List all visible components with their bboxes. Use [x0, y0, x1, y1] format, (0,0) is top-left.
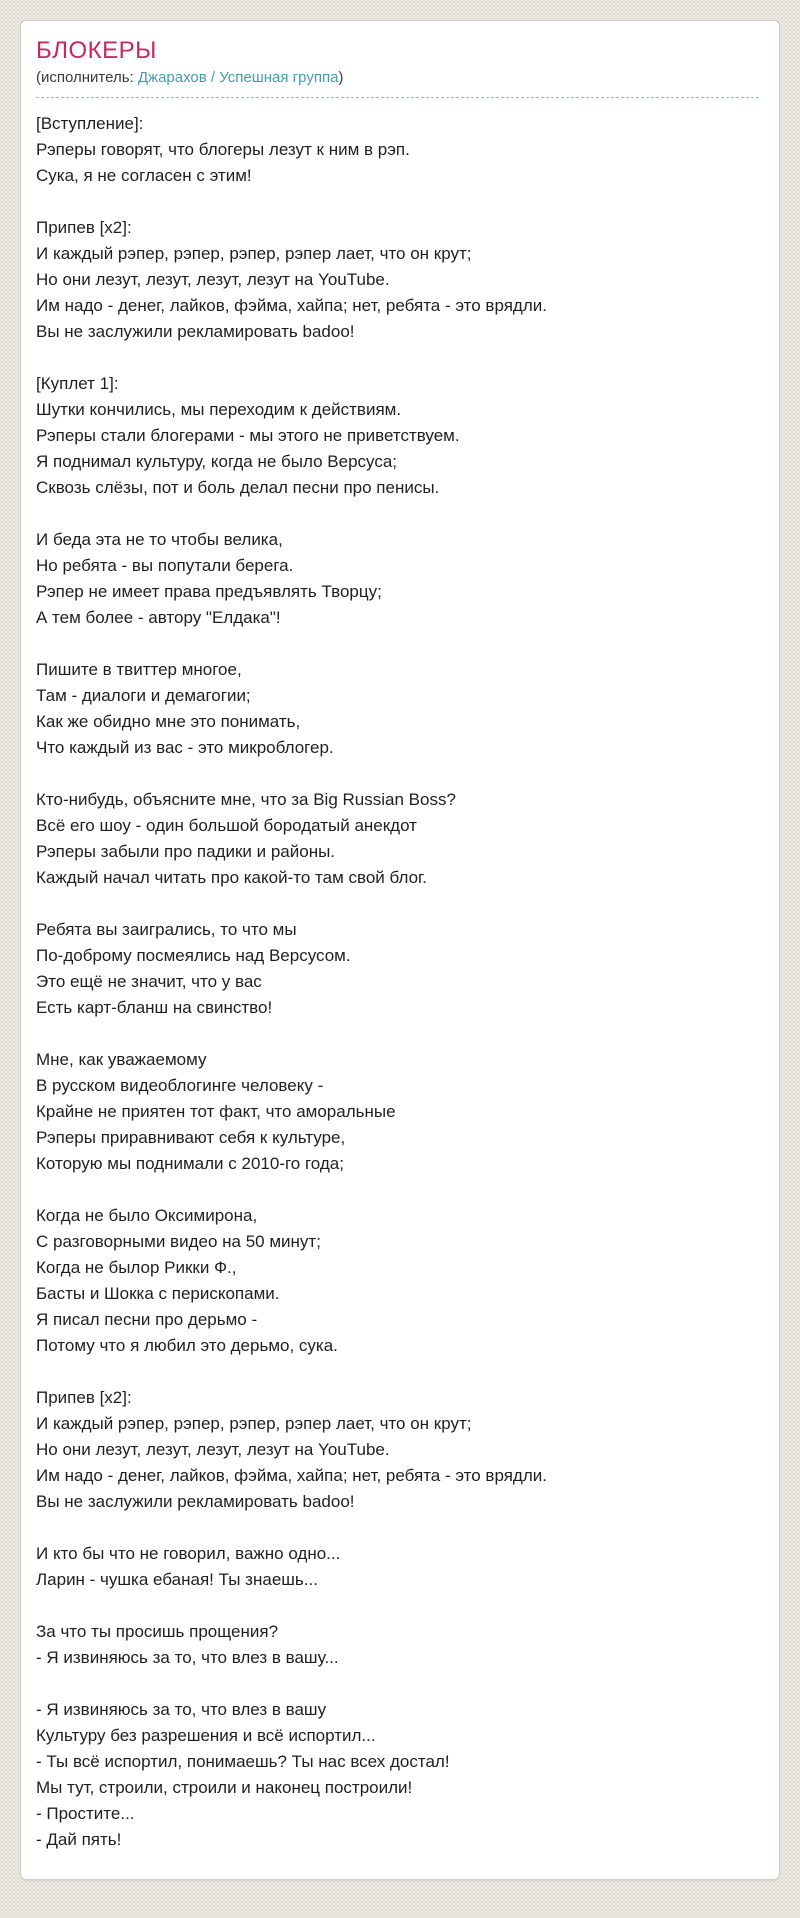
lyric-line: По-доброму посмеялись над Версусом. — [36, 946, 351, 965]
lyric-line: Это ещё не значит, что у вас — [36, 972, 262, 991]
lyric-line: Крайне не приятен тот факт, что аморальные — [36, 1102, 396, 1121]
lyric-line: - Я извиняюсь за то, что влез в вашу... — [36, 1648, 339, 1667]
lyric-line: Рэперы приравнивают себя к культуре, — [36, 1128, 346, 1147]
lyric-stanza — [36, 787, 759, 891]
lyric-line: За что ты просишь прощения? — [36, 1622, 279, 1641]
lyric-line: Но ребята - вы попутали берега. — [36, 556, 294, 575]
lyric-stanza — [36, 657, 759, 761]
lyric-line: Им надо - денег, лайков, фэйма, хайпа; нет, ребята - это врядли. — [36, 1466, 547, 1485]
lyric-line: И кто бы что не говорил, важно одно... — [36, 1544, 341, 1563]
lyric-stanza — [36, 215, 759, 345]
lyric-line: Мы тут, строили, строили и наконец построили! — [36, 1778, 413, 1797]
lyric-line: Им надо - денег, лайков, фэйма, хайпа; нет, ребята - это врядли. — [36, 296, 547, 315]
lyric-stanza — [36, 1697, 759, 1853]
lyric-line: Рэперы забыли про падики и районы. — [36, 842, 336, 861]
lyric-line: Шутки кончились, мы переходим к действиям. — [36, 400, 402, 419]
lyric-line: Что каждый из вас - это микроблогер. — [36, 738, 334, 757]
artist-label-suffix: ) — [338, 69, 344, 86]
lyric-line: Каждый начал читать про какой-то там свой блог. — [36, 868, 427, 887]
lyric-line: Потому что я любил это дерьмо, сука. — [36, 1336, 338, 1355]
lyric-line: - Дай пять! — [36, 1830, 122, 1849]
lyric-line: Вы не заслужили рекламировать badoo! — [36, 1492, 355, 1511]
lyric-line: И беда эта не то чтобы велика, — [36, 530, 283, 549]
lyric-stanza — [36, 1203, 759, 1359]
lyric-stanza — [36, 917, 759, 1021]
lyric-line: Я поднимал культуру, когда не было Версуса; — [36, 452, 398, 471]
lyric-line: Сука, я не согласен с этим! — [36, 166, 252, 185]
lyric-line: Рэпер не имеет права предъявлять Творцу; — [36, 582, 382, 601]
lyric-line: - Я извиняюсь за то, что влез в вашу — [36, 1700, 327, 1719]
artist-line — [36, 68, 759, 98]
lyric-line: [Вступление]: — [36, 114, 144, 133]
lyric-line: Пишите в твиттер многое, — [36, 660, 242, 679]
page-background — [0, 20, 800, 1918]
lyric-line: - Простите... — [36, 1804, 135, 1823]
lyric-line: - Ты всё испортил, понимаешь? Ты нас всех достал! — [36, 1752, 450, 1771]
lyric-line: Но они лезут, лезут, лезут, лезут на YouTube. — [36, 1440, 390, 1459]
lyric-line: С разговорными видео на 50 минут; — [36, 1232, 321, 1251]
artist-label-prefix: (исполнитель: — [36, 69, 138, 86]
lyric-line: Сквозь слёзы, пот и боль делал песни про пенисы. — [36, 478, 440, 497]
lyric-line: Которую мы поднимали с 2010-го года; — [36, 1154, 344, 1173]
lyric-stanza — [36, 1385, 759, 1515]
artist-link[interactable]: Джарахов / Успешная группа — [137, 69, 339, 86]
lyric-stanza — [36, 527, 759, 631]
lyric-line: А тем более - автору "Елдака"! — [36, 608, 281, 627]
lyrics-text — [36, 111, 759, 1853]
lyric-line: Вы не заслужили рекламировать badoo! — [36, 322, 355, 341]
lyric-line: Культуру без разрешения и всё испортил... — [36, 1726, 376, 1745]
lyric-line: Рэперы говорят, что блогеры лезут к ним в рэп. — [36, 140, 410, 159]
lyric-line: Ларин - чушка ебаная! Ты знаешь... — [36, 1570, 318, 1589]
lyric-line: Мне, как уважаемому — [36, 1050, 207, 1069]
lyric-line: Ребята вы заигрались, то что мы — [36, 920, 297, 939]
lyrics-card — [20, 20, 780, 1880]
lyric-line: Я писал песни про дерьмо - — [36, 1310, 258, 1329]
lyric-line: Когда не было Оксимирона, — [36, 1206, 258, 1225]
lyric-line: Рэперы стали блогерами - мы этого не приветствуем. — [36, 426, 460, 445]
lyric-stanza — [36, 1047, 759, 1177]
lyric-line: Припев [x2]: — [36, 1388, 132, 1407]
lyric-line: И каждый рэпер, рэпер, рэпер, рэпер лает, что он крут; — [36, 244, 472, 263]
lyric-line: Но они лезут, лезут, лезут, лезут на YouTube. — [36, 270, 390, 289]
lyric-line: В русском видеоблогинге человеку - — [36, 1076, 324, 1095]
lyric-line: Кто-нибудь, объясните мне, что за Big Russian Boss? — [36, 790, 456, 809]
lyric-line: Всё его шоу - один большой бородатый анекдот — [36, 816, 417, 835]
lyric-line: Есть карт-бланш на свинство! — [36, 998, 273, 1017]
lyric-line: Басты и Шокка с перископами. — [36, 1284, 280, 1303]
lyric-line: Как же обидно мне это понимать, — [36, 712, 301, 731]
lyric-line: И каждый рэпер, рэпер, рэпер, рэпер лает, что он крут; — [36, 1414, 472, 1433]
lyric-stanza — [36, 1541, 759, 1593]
lyric-stanza — [36, 1619, 759, 1671]
lyric-line: Припев [x2]: — [36, 218, 132, 237]
song-title: БЛОКЕРЫ — [36, 37, 157, 64]
lyric-stanza — [36, 111, 759, 189]
lyric-line: [Куплет 1]: — [36, 374, 119, 393]
lyric-line: Когда не былор Рикки Ф., — [36, 1258, 237, 1277]
lyric-line: Там - диалоги и демагогии; — [36, 686, 251, 705]
lyric-stanza — [36, 371, 759, 501]
